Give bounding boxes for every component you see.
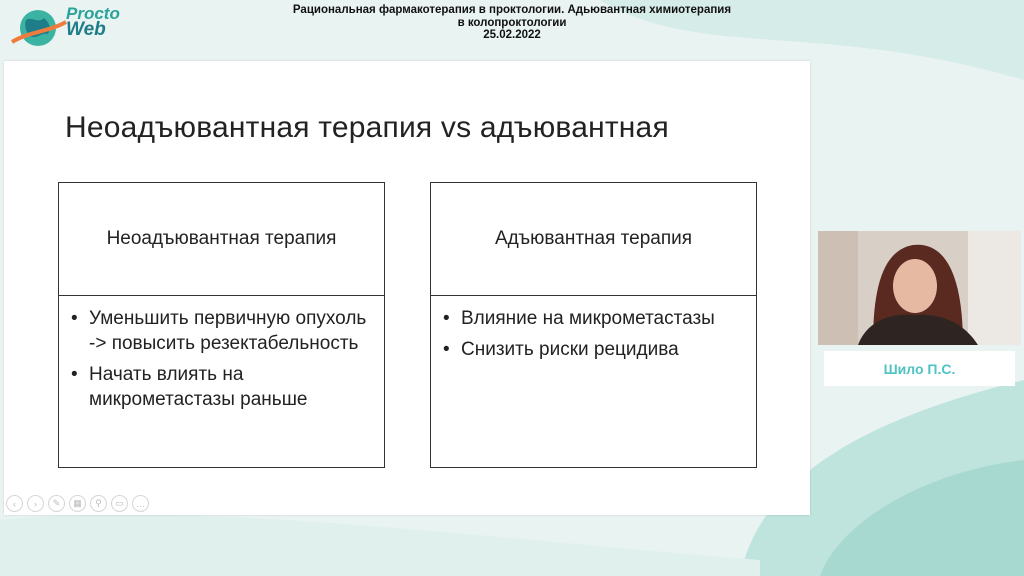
presentation-slide [4,61,810,515]
event-date: 25.02.2022 [483,29,541,41]
speaker-avatar [818,231,1021,345]
neoadjuvant-heading: Неоадъювантная терапия [59,183,384,296]
neoadjuvant-list [59,296,384,412]
speaker-name: Шило П.С. [883,360,956,377]
next-icon[interactable]: › [27,495,44,512]
adjuvant-list [431,296,756,362]
subtitles-icon[interactable]: ▭ [111,495,128,512]
list-item: • Уменьшить первичную опухоль -> повысить резектабельность [89,306,372,356]
logo-line1: Procto [66,4,120,23]
adjuvant-heading: Адъювантная терапия [431,183,756,296]
zoom-icon[interactable]: ⚲ [90,495,107,512]
event-title-line1: Рациональная фармакотерапия в проктологии. Адьювантная химиотерапия [292,4,732,16]
speaker-name-box [824,351,1015,386]
pen-icon[interactable]: ✎ [48,495,65,512]
speaker-video [818,231,1021,345]
slide-toolbar [6,495,149,512]
event-title-line2: в колопроктологии [457,16,567,29]
prev-icon[interactable]: ‹ [6,495,23,512]
list-item: • Начать влиять на микрометастазы раньше [89,362,372,412]
list-item: • Влияние на микрометастазы [461,306,744,331]
event-title [240,4,784,42]
pages-icon[interactable]: ▦ [69,495,86,512]
adjuvant-box [430,182,757,468]
more-icon[interactable]: … [132,495,149,512]
logo-line2: Web [66,19,106,40]
neoadjuvant-box [58,182,385,468]
slide-title: Неоадъювантная терапия vs адъювантная [65,111,669,144]
globe-icon [8,6,68,54]
logo-wordmark [66,6,120,38]
list-item: • Снизить риски рецидива [461,337,744,362]
